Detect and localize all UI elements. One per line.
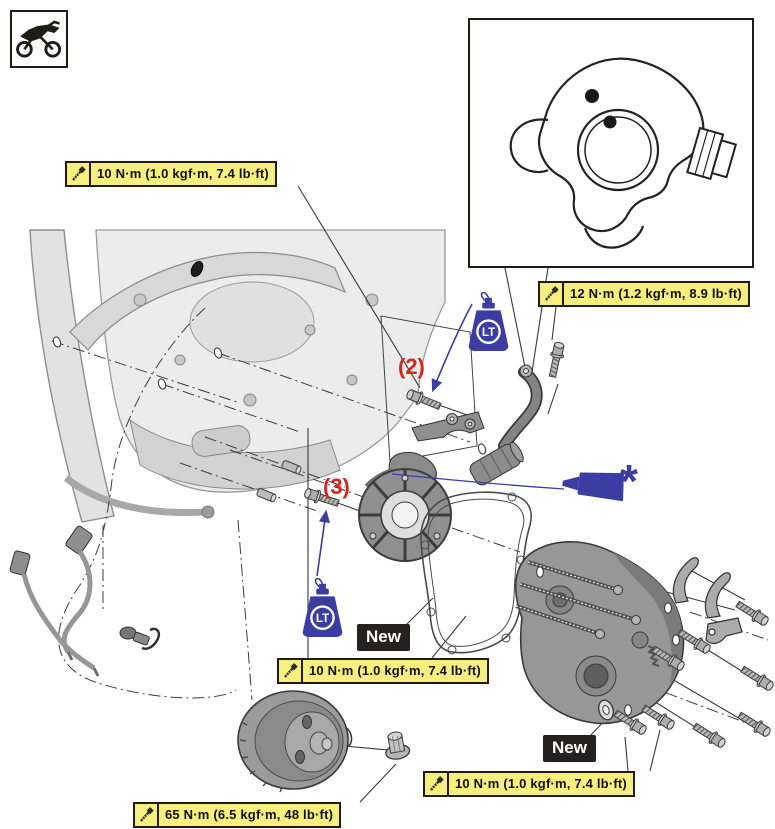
- torque-wrench-icon: [540, 283, 564, 305]
- loctite-bottle-icon: [298, 578, 348, 643]
- new-part-tag: New: [543, 735, 596, 762]
- torque-wrench-icon: [67, 163, 91, 185]
- flywheel-rotor: [238, 691, 348, 792]
- loctite-label: LT: [315, 612, 330, 626]
- torque-wrench-icon: [425, 773, 449, 795]
- stator-assembly: [359, 469, 451, 561]
- torque-callout-bottom-left: [133, 802, 341, 828]
- torque-callout-bottom-right: [423, 771, 635, 797]
- torque-callout-right: [538, 281, 750, 307]
- torque-wrench-icon: [279, 660, 303, 682]
- loctite-bottle-icon: [464, 292, 514, 357]
- dowel-pin: [256, 488, 277, 503]
- wire-harness: [9, 525, 98, 676]
- rotor-nut: [382, 730, 410, 761]
- torque-value: 12 N·m (1.2 kgf·m, 8.9 lb·ft): [570, 286, 742, 301]
- crankcase-cover: [516, 542, 684, 724]
- torque-value: 10 N·m (1.0 kgf·m, 7.4 lb·ft): [97, 166, 269, 181]
- torque-value: 65 N·m (6.5 kgf·m, 48 lb·ft): [165, 807, 334, 822]
- sealant-asterisk: *: [620, 455, 638, 507]
- quantity-label-3: (3): [323, 474, 350, 499]
- detail-inset-box: [468, 18, 754, 268]
- sealant-tube-icon: [560, 468, 626, 517]
- torque-wrench-icon: [135, 804, 159, 826]
- motorcycle-icon: [15, 19, 63, 59]
- torque-callout-center: [277, 658, 489, 684]
- loctite-label: LT: [481, 326, 496, 340]
- torque-callout-top: [65, 161, 277, 187]
- new-part-tag: New: [357, 624, 410, 651]
- quantity-label-2: (2): [398, 354, 425, 379]
- vehicle-category-box: [10, 10, 68, 68]
- torque-value: 10 N·m (1.0 kgf·m, 7.4 lb·ft): [309, 663, 481, 678]
- torque-value: 10 N·m (1.0 kgf·m, 7.4 lb·ft): [455, 776, 627, 791]
- wire-clamp: [120, 627, 159, 649]
